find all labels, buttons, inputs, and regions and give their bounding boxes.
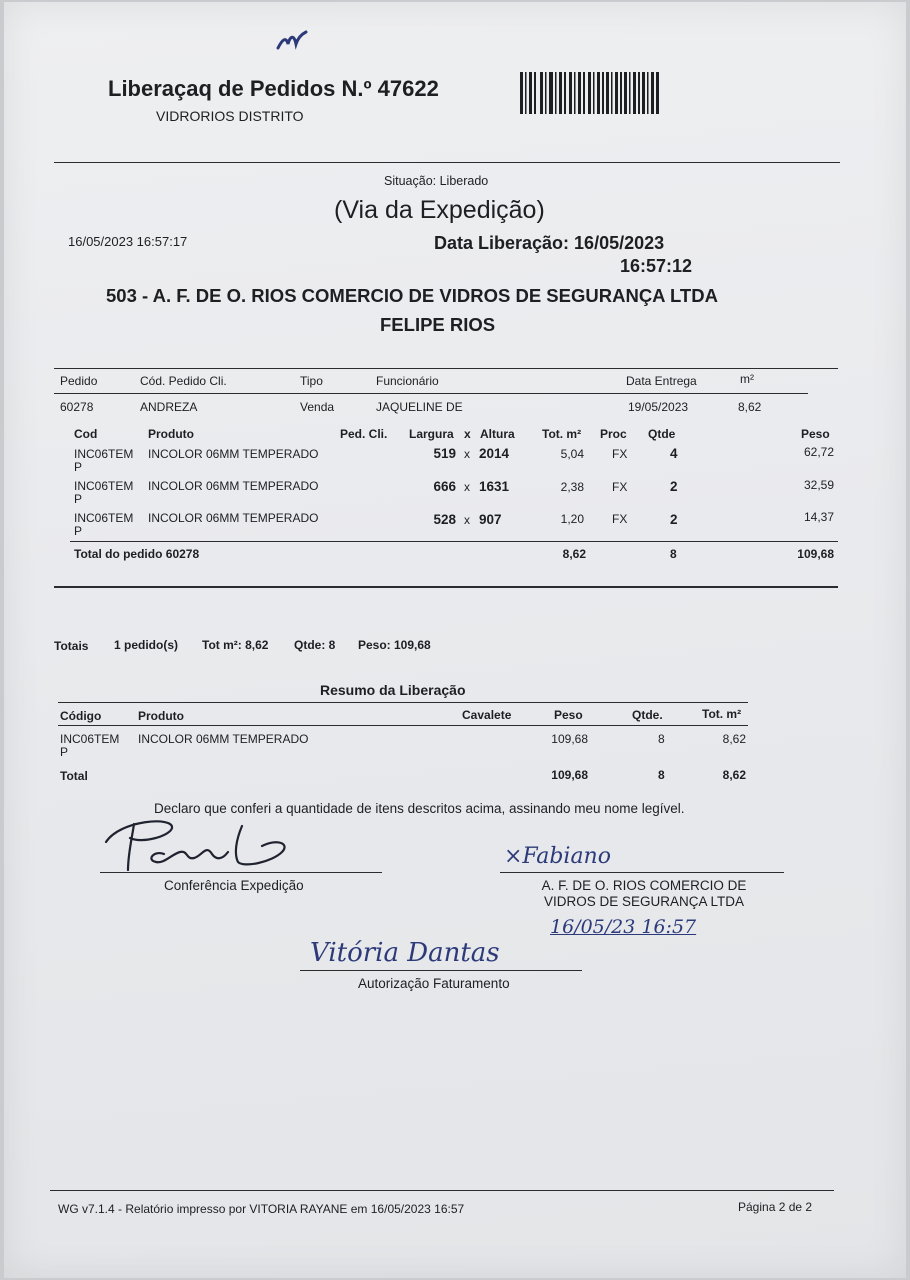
- items-col-produto: Produto: [148, 427, 194, 441]
- summary-total-peso: 109,68: [551, 768, 588, 782]
- item-qtde: 2: [670, 479, 678, 494]
- autorizacao-line: [300, 970, 582, 971]
- barcode: [520, 72, 662, 114]
- item-x: x: [464, 480, 470, 494]
- order-col-tipo: Tipo: [300, 374, 323, 388]
- item-produto: INCOLOR 06MM TEMPERADO: [148, 479, 319, 493]
- order-total-peso: 109,68: [797, 547, 834, 561]
- items-col-qtde: Qtde: [648, 427, 676, 441]
- summary-codigo-suffix: P: [60, 745, 69, 759]
- item-altura: 2014: [479, 446, 510, 461]
- item-largura: 666: [433, 479, 456, 494]
- order-total-m2: 8,62: [562, 547, 586, 561]
- item-proc: FX: [612, 480, 628, 494]
- item-altura: 907: [479, 512, 502, 527]
- conferencia-signature: [102, 814, 312, 876]
- document-title: Liberaçaq de Pedidos N.º 47622: [108, 76, 439, 101]
- item-peso: 14,37: [803, 510, 834, 524]
- item-peso: 32,59: [803, 478, 834, 492]
- order-cod-cli: ANDREZA: [140, 400, 198, 414]
- summary-col-qtde: Qtde.: [632, 708, 663, 722]
- item-peso: 62,72: [803, 445, 834, 459]
- order-funcionario: JAQUELINE DE: [376, 400, 463, 414]
- item-cod: INC06TEM: [74, 511, 134, 525]
- header-divider: [54, 162, 840, 163]
- summary-total-qtde: 8: [658, 768, 665, 782]
- client-handwritten-date: 16/05/23 16:57: [550, 916, 697, 938]
- company-name: VIDRORIOS DISTRITO: [156, 108, 304, 124]
- item-cod: INC06TEM: [74, 447, 134, 461]
- order-section-bottom-line: [54, 586, 838, 588]
- status-text: Situação: Liberado: [384, 174, 489, 188]
- conferencia-line: [100, 872, 382, 873]
- item-altura: 1631: [479, 479, 510, 494]
- summary-peso: 109,68: [551, 732, 588, 746]
- pen-mark: [276, 30, 308, 52]
- items-col-x: x: [464, 427, 471, 441]
- summary-col-codigo: Código: [60, 709, 102, 723]
- release-date: Data Liberação: 16/05/2023: [434, 233, 665, 253]
- client-handwritten-name: ×Fabiano: [504, 844, 611, 869]
- autorizacao-label: Autorização Faturamento: [358, 976, 510, 991]
- item-produto: INCOLOR 06MM TEMPERADO: [148, 447, 319, 461]
- item-cod: INC06TEM: [74, 479, 134, 493]
- footer-line: [50, 1190, 834, 1191]
- summary-title: Resumo da Liberação: [320, 682, 466, 698]
- items-col-tot-m2: Tot. m²: [542, 427, 582, 441]
- items-col-cod: Cod: [74, 427, 98, 441]
- footer-report: WG v7.1.4 - Relatório impresso por VITORIA RAYANE em 16/05/2023 16:57: [58, 1202, 465, 1216]
- item-largura: 519: [433, 446, 456, 461]
- item-produto: INCOLOR 06MM TEMPERADO: [148, 511, 319, 525]
- items-col-peso: Peso: [801, 427, 830, 441]
- client-name-line1: A. F. DE O. RIOS COMERCIO DE: [541, 878, 747, 893]
- item-tot-m2: 1,20: [560, 512, 584, 526]
- item-qtde: 2: [670, 512, 678, 527]
- item-proc: FX: [612, 447, 628, 461]
- order-header-line: [54, 393, 808, 394]
- summary-top-line: [58, 702, 748, 703]
- client-signature-line: [500, 872, 784, 873]
- client-name-line2: VIDROS DE SEGURANÇA LTDA: [543, 894, 745, 909]
- summary-col-produto: Produto: [138, 709, 184, 723]
- items-col-altura: Altura: [480, 427, 515, 441]
- summary-produto: INCOLOR 06MM TEMPERADO: [138, 732, 309, 746]
- summary-header-line: [58, 725, 748, 726]
- summary-col-tot-m2: Tot. m²: [702, 707, 742, 721]
- items-col-proc: Proc: [600, 427, 627, 441]
- summary-col-peso: Peso: [554, 708, 583, 722]
- order-m2: 8,62: [738, 400, 762, 414]
- autorizacao-handwritten: Vitória Dantas: [310, 938, 500, 968]
- declaration-text: Declaro que conferi a quantidade de itens descritos acima, assinando meu nome legível.: [154, 801, 685, 816]
- totals-label: Totais: [54, 639, 89, 653]
- footer-page: Página 2 de 2: [738, 1200, 813, 1214]
- item-proc: FX: [612, 512, 628, 526]
- order-col-funcionario: Funcionário: [376, 374, 439, 388]
- totals-qtde: Qtde: 8: [294, 638, 336, 652]
- item-cod-suffix: P: [74, 492, 83, 506]
- summary-codigo: INC06TEM: [60, 732, 120, 746]
- totals-peso: Peso: 109,68: [358, 638, 431, 652]
- print-datetime: 16/05/2023 16:57:17: [68, 234, 188, 249]
- totals-pedidos: 1 pedido(s): [114, 638, 179, 652]
- item-x: x: [464, 513, 470, 527]
- customer-line: 503 - A. F. DE O. RIOS COMERCIO DE VIDROS DE SEGURANÇA LTDA: [106, 285, 718, 306]
- items-col-largura: Largura: [409, 427, 454, 441]
- summary-col-cavalete: Cavalete: [462, 708, 512, 722]
- summary-qtde: 8: [658, 732, 665, 746]
- order-col-cod-cli: Cód. Pedido Cli.: [140, 374, 227, 388]
- totals-m2: Tot m²: 8,62: [202, 638, 269, 652]
- order-tipo: Venda: [300, 400, 335, 414]
- order-data-entrega: 19/05/2023: [628, 400, 689, 414]
- item-x: x: [464, 447, 470, 461]
- items-total-line: [70, 541, 838, 542]
- summary-total-label: Total: [60, 769, 88, 783]
- order-table-top-line: [54, 368, 838, 369]
- via-title: (Via da Expedição): [334, 196, 545, 224]
- contact-name: FELIPE RIOS: [380, 314, 496, 335]
- summary-tot-m2: 8,62: [722, 732, 746, 746]
- item-qtde: 4: [670, 446, 678, 461]
- order-total-qtde: 8: [670, 547, 677, 561]
- item-largura: 528: [433, 512, 456, 527]
- items-col-ped-cli: Ped. Cli.: [340, 427, 388, 441]
- item-tot-m2: 2,38: [560, 480, 584, 494]
- item-cod-suffix: P: [74, 524, 83, 538]
- order-total-label: Total do pedido 60278: [74, 547, 200, 561]
- item-tot-m2: 5,04: [560, 447, 584, 461]
- item-cod-suffix: P: [74, 460, 83, 474]
- conferencia-label: Conferência Expedição: [164, 878, 304, 893]
- release-time: 16:57:12: [620, 256, 693, 276]
- order-col-m2: m²: [740, 372, 754, 386]
- order-col-data-entrega: Data Entrega: [626, 374, 697, 388]
- summary-total-m2: 8,62: [722, 768, 746, 782]
- paper-sheet: [4, 2, 906, 1278]
- order-pedido: 60278: [60, 400, 94, 414]
- order-col-pedido: Pedido: [60, 374, 98, 388]
